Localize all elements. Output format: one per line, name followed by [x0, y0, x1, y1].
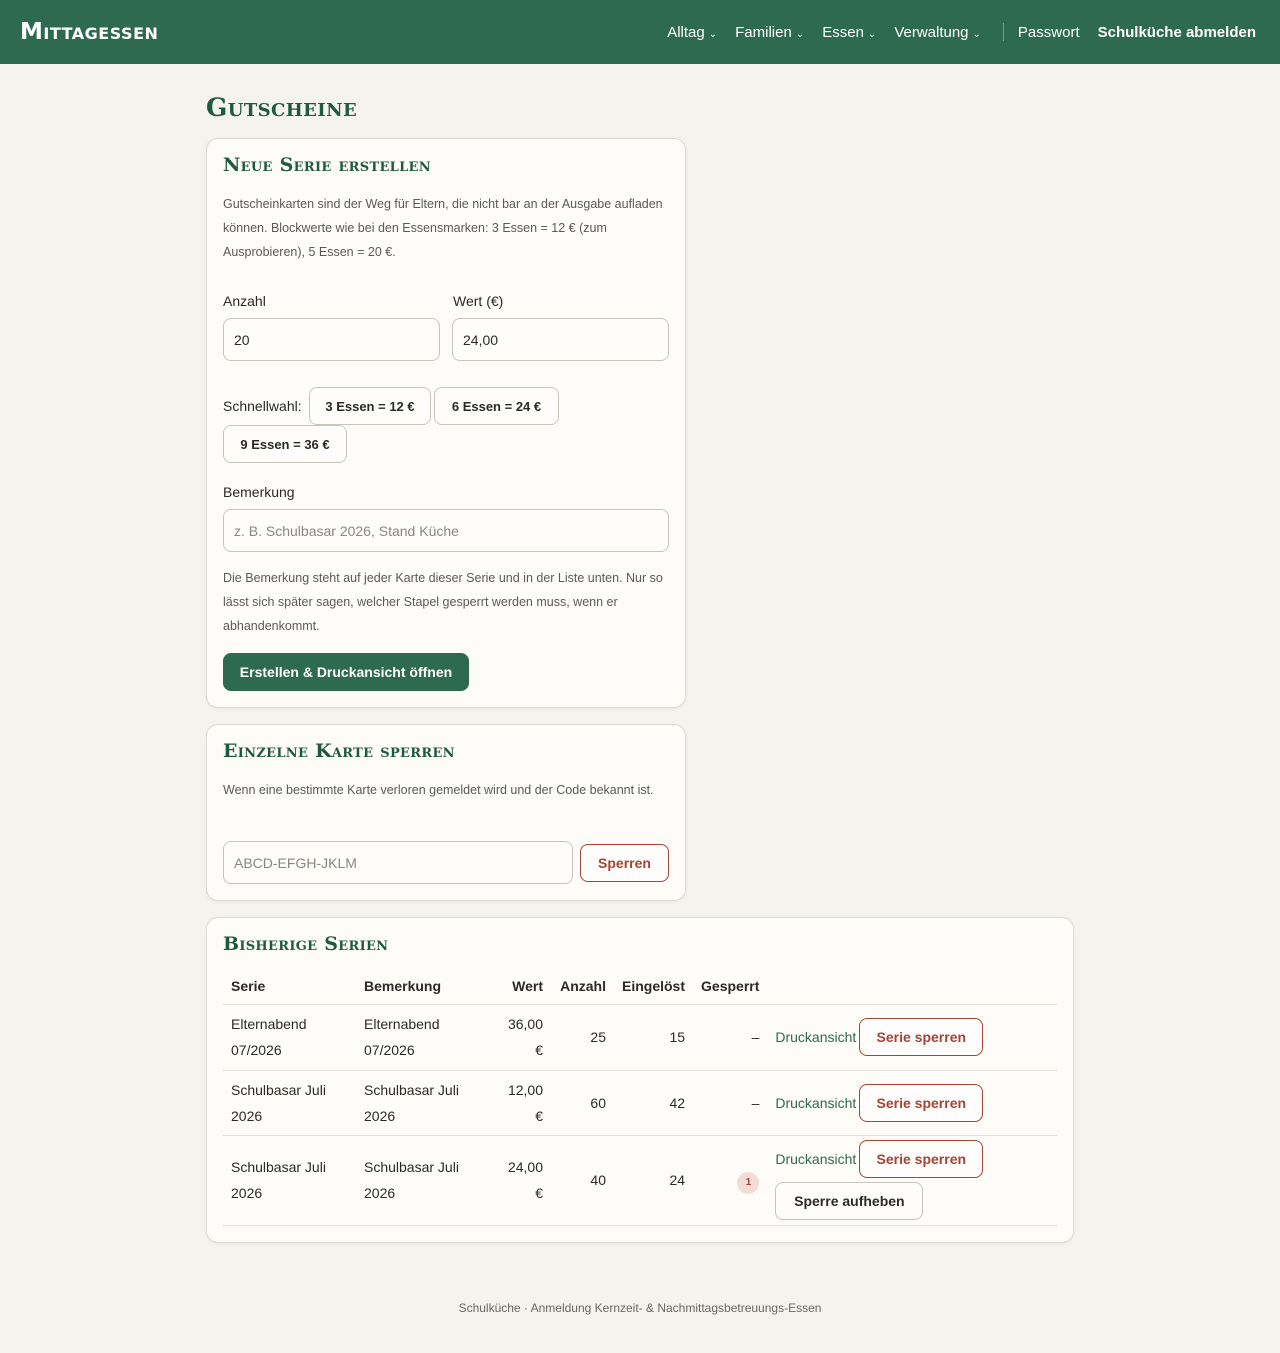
cell-serie: Schulbasar Juli 2026 [223, 1135, 356, 1225]
block-series-button[interactable]: Serie sperren [859, 1140, 983, 1178]
nav-familien[interactable] [735, 24, 804, 41]
block-series-button[interactable]: Serie sperren [859, 1084, 983, 1122]
cell-serie: Schulbasar Juli 2026 [223, 1070, 356, 1135]
new-series-card [206, 138, 686, 708]
cell-redeemed: 24 [614, 1135, 693, 1225]
col-serie: Serie [223, 968, 356, 1004]
block-card-intro: Wenn eine bestimmte Karte verloren gemeldet wird und der Code bekannt ist. [223, 783, 654, 797]
table-header-row [223, 968, 1057, 1004]
value-label: Wert (€) [453, 293, 504, 309]
col-redeemed: Eingelöst [614, 968, 693, 1004]
nav-familien-label: Familien [735, 23, 792, 41]
table-row [223, 1004, 1057, 1070]
cell-value: 36,00 € [489, 1004, 551, 1070]
cell-count: 60 [551, 1070, 614, 1135]
top-navbar [0, 0, 1280, 64]
cell-blocked: – [693, 1004, 767, 1070]
block-series-button[interactable]: Serie sperren [859, 1018, 983, 1056]
brand-logo[interactable]: Mittagessen [20, 19, 159, 45]
value-input[interactable] [452, 318, 669, 361]
cell-note: Schulbasar Juli 2026 [356, 1135, 489, 1225]
block-card-button[interactable]: Sperren [580, 844, 669, 882]
col-note: Bemerkung [356, 968, 489, 1004]
create-series-button[interactable]: Erstellen & Druckansicht öffnen [223, 653, 469, 691]
cell-serie: Elternabend 07/2026 [223, 1004, 356, 1070]
unblock-series-button[interactable]: Sperre aufheben [775, 1182, 923, 1220]
footer-text: Schulküche · Anmeldung Kernzeit- & Nachmittagsbetreuungs-Essen [458, 1301, 822, 1315]
block-card-title: Einzelne Karte sperren [223, 740, 455, 762]
chevron-down-icon: ⌄ [708, 29, 718, 40]
cell-blocked [693, 1135, 767, 1225]
quick-6-button[interactable]: 6 Essen = 24 € [434, 387, 559, 425]
series-table [223, 968, 1057, 1226]
new-series-intro: Gutscheinkarten sind der Weg für Eltern, die nicht bar an der Ausgabe aufladen können. Blockwerte wie bei den Essensmarken: 3 Essen = 12 € (zum Ausprobieren), 5 Essen = 20 €. [223, 197, 663, 259]
cell-redeemed: 15 [614, 1004, 693, 1070]
cell-note: Schulbasar Juli 2026 [356, 1070, 489, 1135]
col-blocked: Gesperrt [693, 968, 767, 1004]
chevron-down-icon: ⌄ [795, 29, 805, 40]
cell-actions [767, 1004, 1057, 1070]
table-row [223, 1135, 1057, 1225]
table-row [223, 1070, 1057, 1135]
note-help: Die Bemerkung steht auf jeder Karte dieser Serie und in der Liste unten. Nur so lässt sich später sagen, welcher Stapel gesperrt werden muss, wenn er abhandenkommt. [223, 571, 663, 633]
nav-essen[interactable] [822, 24, 876, 41]
cell-value: 24,00 € [489, 1135, 551, 1225]
logout-link[interactable]: Schulküche abmelden [1097, 23, 1256, 41]
cell-value: 12,00 € [489, 1070, 551, 1135]
print-view-link[interactable]: Druckansicht [775, 1029, 857, 1045]
nav-alltag[interactable] [667, 24, 717, 41]
cell-actions [767, 1135, 1057, 1225]
cell-count: 25 [551, 1004, 614, 1070]
nav-divider [1003, 23, 1004, 41]
new-series-title: Neue Serie erstellen [223, 154, 431, 176]
main-nav [649, 0, 1256, 64]
series-list-card [206, 917, 1074, 1243]
quick-9-button[interactable]: 9 Essen = 36 € [223, 425, 347, 463]
count-input[interactable] [223, 318, 440, 361]
series-list-title: Bisherige Serien [223, 933, 389, 955]
note-input[interactable] [223, 509, 669, 552]
card-code-input[interactable] [223, 841, 573, 884]
cell-redeemed: 42 [614, 1070, 693, 1135]
cell-blocked: – [693, 1070, 767, 1135]
nav-alltag-label: Alltag [667, 23, 705, 41]
cell-note: Elternabend 07/2026 [356, 1004, 489, 1070]
quick-select-label: Schnellwahl: [223, 398, 302, 414]
page-title: Gutscheine [206, 93, 358, 122]
nav-essen-label: Essen [822, 23, 864, 41]
block-card-card [206, 724, 686, 901]
print-view-link[interactable]: Druckansicht [775, 1094, 857, 1111]
cell-actions [767, 1070, 1057, 1135]
count-label: Anzahl [223, 293, 266, 309]
col-value: Wert [489, 968, 551, 1004]
nav-verwaltung-label: Verwaltung [894, 23, 969, 41]
nav-verwaltung[interactable] [894, 24, 981, 41]
cell-count: 40 [551, 1135, 614, 1225]
note-label: Bemerkung [223, 484, 295, 500]
quick-3-button[interactable]: 3 Essen = 12 € [309, 387, 431, 425]
blocked-count-badge: 1 [737, 1172, 759, 1194]
chevron-down-icon: ⌄ [867, 29, 877, 40]
col-count: Anzahl [551, 968, 614, 1004]
col-actions [767, 968, 1057, 1004]
chevron-down-icon: ⌄ [972, 29, 981, 40]
print-view-link[interactable]: Druckansicht [775, 1151, 857, 1167]
nav-password[interactable]: Passwort [1017, 23, 1080, 41]
